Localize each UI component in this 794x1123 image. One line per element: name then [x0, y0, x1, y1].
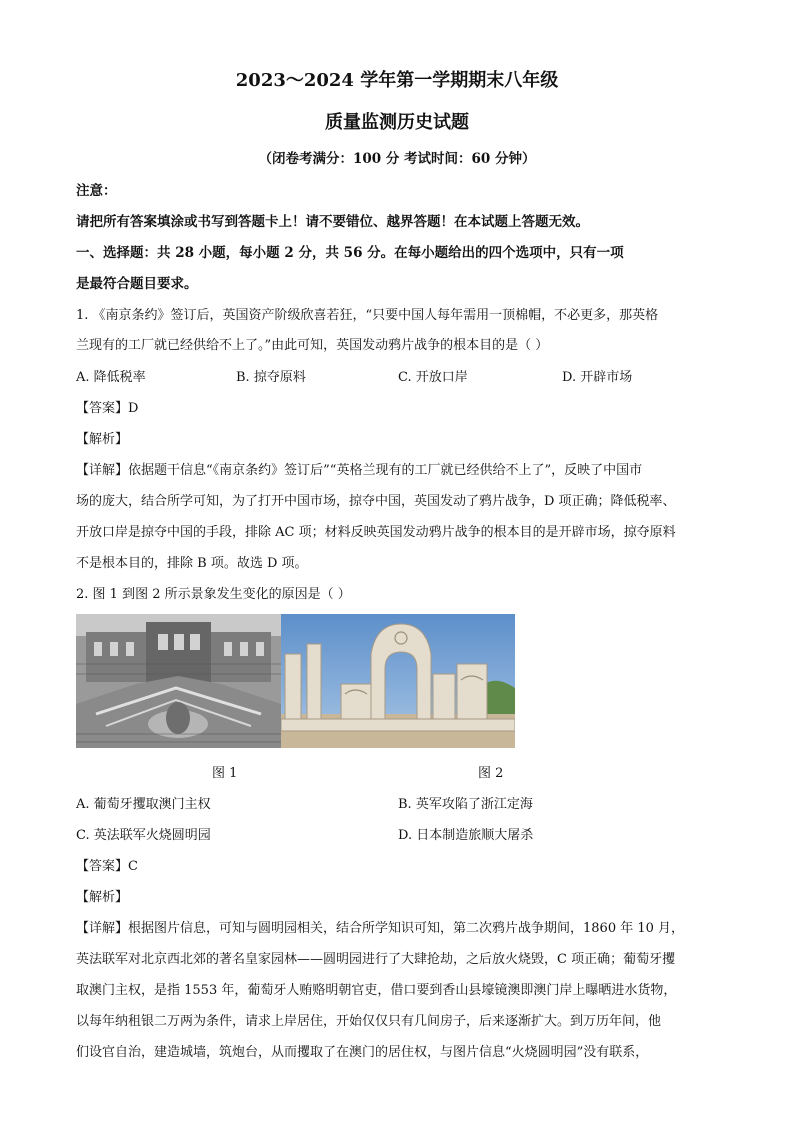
figure-2-ruins-photo — [281, 614, 515, 748]
q1-answer: 【答案】D — [76, 401, 139, 416]
q1-detail-line2: 场的庞大，结合所学可知，为了打开中国市场，掠夺中国，英国发动了鸦片战争，D 项正确；降低税率、 — [76, 494, 676, 509]
figure-1-caption: 图 1 — [212, 766, 238, 781]
q1-detail-line4: 不是根本目的，排除 B 项。故选 D 项。 — [76, 556, 308, 571]
q2-detail-line3: 取澳门主权，是指 1553 年，葡萄牙人贿赂明朝官吏，借口要到香山县壕镜澳即澳门岸上曝晒进水货物， — [76, 983, 677, 998]
q1-stem-line1: 1. 《南京条约》签订后，英国资产阶级欣喜若狂，“只要中国人每年需用一顶棉帽，不必更多，那英格 — [76, 308, 659, 323]
q2-option-d: D. 日本制造旅顺大屠杀 — [398, 828, 534, 843]
figure-2-caption: 图 2 — [478, 766, 504, 781]
q1-option-d: D. 开辟市场 — [562, 370, 633, 385]
q2-answer: 【答案】C — [76, 859, 138, 874]
exam-subtitle: （闭卷考满分：100 分 考试时间：60 分钟） — [258, 151, 536, 167]
q1-option-a: A. 降低税率 — [76, 370, 146, 385]
notice-label: 注意： — [76, 183, 117, 199]
q1-stem-line2: 兰现有的工厂就已经供给不上了。”由此可知，英国发动鸦片战争的根本目的是（ ） — [76, 338, 549, 353]
q1-analysis-label: 【解析】 — [76, 432, 129, 447]
q2-option-c: C. 英法联军火烧圆明园 — [76, 828, 211, 843]
q1-option-c: C. 开放口岸 — [398, 370, 468, 385]
page-title-2: 质量监测历史试题 — [325, 112, 469, 133]
q2-detail-line1: 【详解】根据图片信息，可知与圆明园相关，结合所学知识可知，第二次鸦片战争期间，1860 年 10 月， — [76, 921, 685, 936]
q2-detail-line2: 英法联军对北京西北郊的著名皇家园林——圆明园进行了大肆抢劫，之后放火烧毁，C 项正确；葡萄牙攫 — [76, 952, 676, 967]
notice-text: 请把所有答案填涂或书写到答题卡上！请不要错位、越界答题！在本试题上答题无效。 — [76, 214, 589, 230]
q1-detail-line1: 【详解】依据题干信息“《南京条约》签订后”“英格兰现有的工厂就已经供给不上了”，反映了中国市 — [76, 463, 643, 478]
page-title-1: 2023～2024 学年第一学期期末八年级 — [235, 70, 559, 91]
q2-option-b: B. 英军攻陷了浙江定海 — [398, 797, 533, 812]
q1-option-b: B. 掠夺原料 — [236, 370, 306, 385]
q2-stem: 2. 图 1 到图 2 所示景象发生变化的原因是（ ） — [76, 587, 351, 602]
q2-analysis-label: 【解析】 — [76, 890, 129, 905]
q2-detail-line5: 们设官自治，建造城墙，筑炮台，从而攫取了在澳门的居住权，与图片信息“火烧圆明园”没有联系， — [76, 1045, 649, 1060]
q2-option-a: A. 葡萄牙攫取澳门主权 — [76, 797, 211, 812]
q1-detail-line3: 开放口岸是掠夺中国的手段，排除 AC 项；材料反映英国发动鸦片战争的根本目的是开辟市场，掠夺原料 — [76, 525, 676, 540]
section-heading-line1: 一、选择题：共 28 小题，每小题 2 分，共 56 分。在每小题给出的四个选项中，只有一项 — [76, 245, 624, 261]
section-heading-line2: 是最符合题目要求。 — [76, 276, 198, 292]
figure-1-engraving — [76, 614, 281, 748]
q2-detail-line4: 以每年纳租银二万两为条件，请求上岸居住，开始仅仅只有几间房子，后来逐渐扩大。到万历年间，他 — [76, 1014, 662, 1029]
